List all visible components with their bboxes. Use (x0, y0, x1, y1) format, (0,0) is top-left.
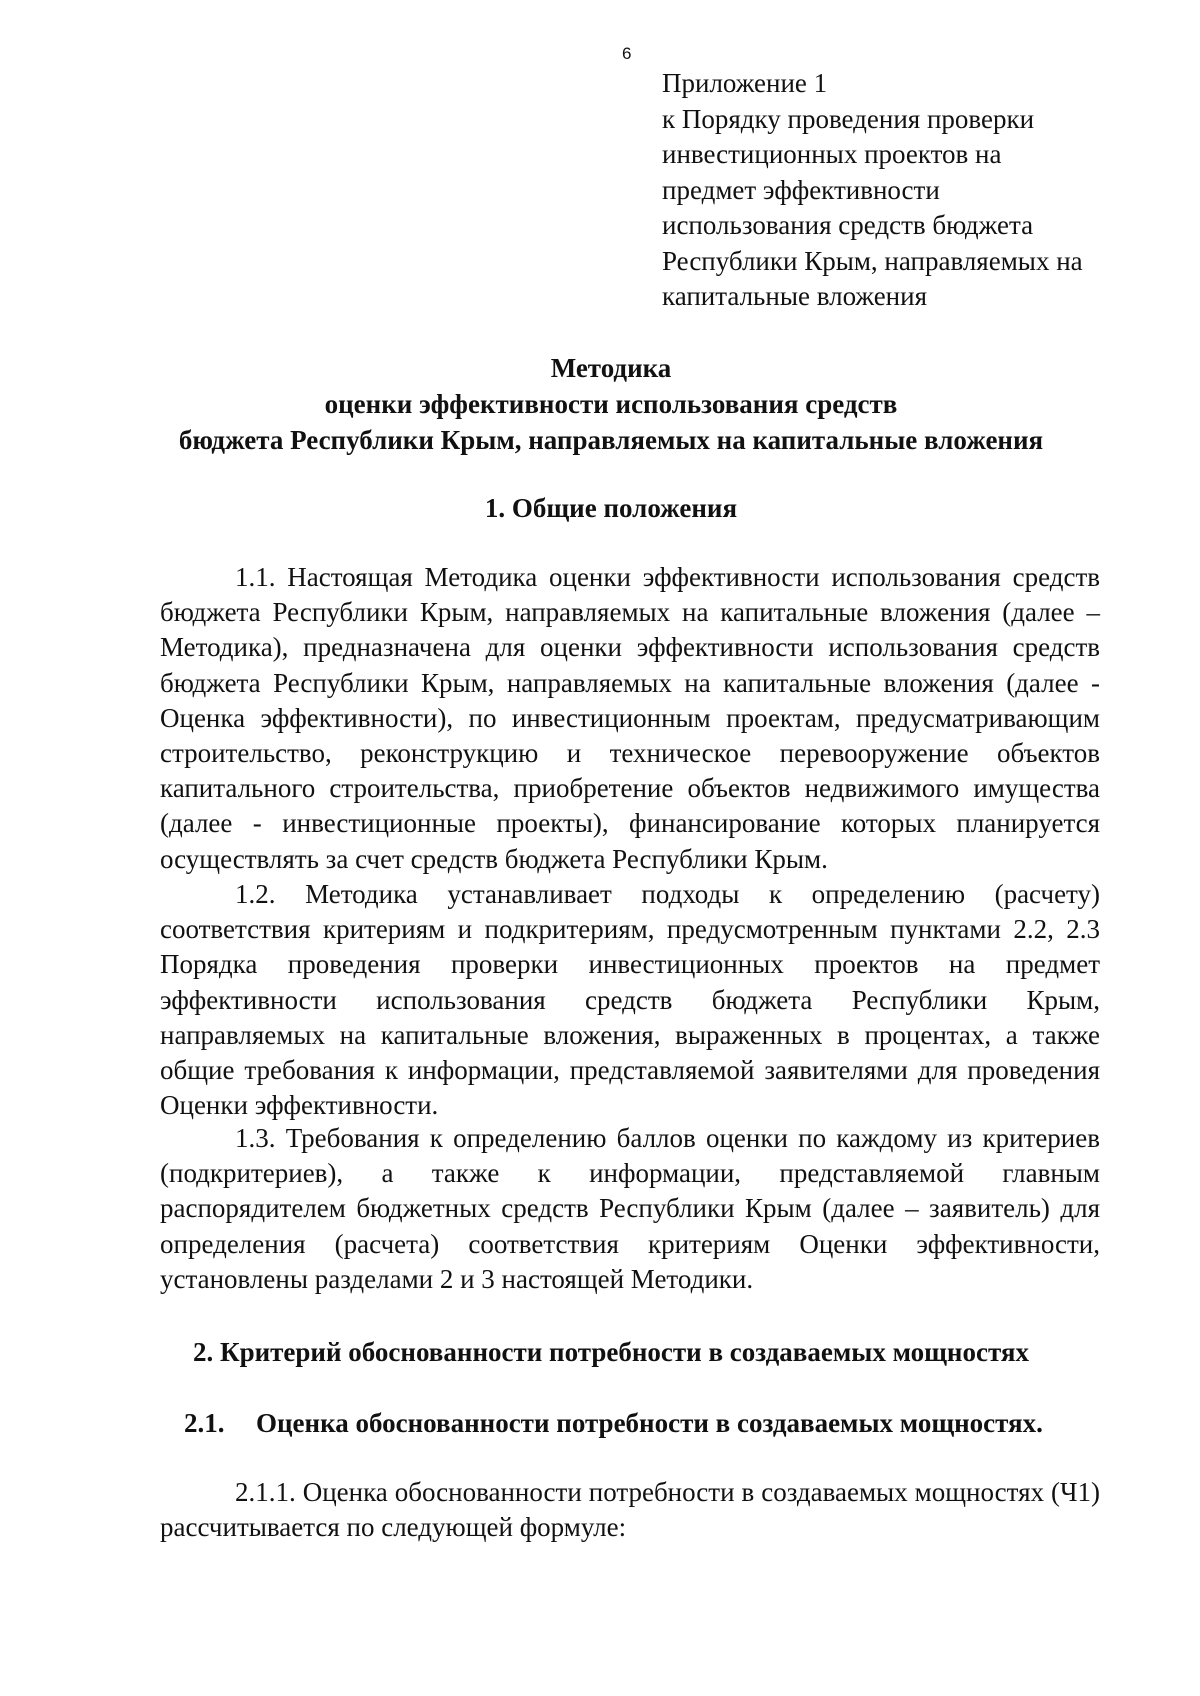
paragraph-text: 1.1. Настоящая Методика оценки эффективности использования средств бюджета Республики Крым, направляемых на капитальные вложения (далее – Методика), предназначена для оценки эффективности использования средств бюджета Республики Крым, направляемых на капитальные вложения (далее - Оценка эффективности), по инвестиционным проектам, предусматривающим строительство, реконструкцию и техническое перевооружение объектов капитального строительства, приобретение объектов недвижимого имущества (далее - инвестиционные проекты), финансирование которых планируется осуществлять за счет средств бюджета Республики Крым. (160, 562, 1100, 874)
appendix-line: Республики Крым, направляемых на (662, 245, 1083, 276)
section-2-heading: 2. Критерий обоснованности потребности в создаваемых мощностях (193, 1337, 1029, 1367)
paragraph-text: 1.2. Методика устанавливает подходы к определению (расчету) соответствия критериям и подкритериям, предусмотренным пунктами 2.2, 2.3 Порядка проведения проверки инвестиционных проектов на предмет эффективности использования средств бюджета Республики Крым, направляемых на капитальные вложения, выраженных в процентах, а также общие требования к информации, представляемой заявителями для проведения Оценки эффективности. (160, 879, 1100, 1121)
title-line: бюджета Республики Крым, направляемых на капитальные вложения (178, 425, 1044, 455)
paragraph-1-3 (160, 1121, 1100, 1297)
document-title (150, 350, 1072, 458)
page-number: 6 (622, 44, 632, 63)
appendix-line: предмет эффективности (662, 174, 940, 205)
paragraph-1-2 (160, 877, 1100, 1123)
appendix-line: Приложение 1 (662, 68, 828, 98)
section-1-heading: 1. Общие положения (484, 493, 738, 523)
paragraph-text: 1.3. Требования к определению баллов оценки по каждому из критериев (подкритериев), а также к информации, представляемой главным распорядителем бюджетных средств Республики Крым (далее – заявитель) для определения (расчета) соответствия критериям Оценки эффективности, установлены разделами 2 и 3 настоящей Методики. (160, 1123, 1100, 1294)
appendix-line: использования средств бюджета (662, 210, 1034, 240)
title-line: Методика (550, 353, 672, 383)
appendix-line: инвестиционных проектов на (662, 139, 1002, 169)
subsection-2-1-heading (184, 1405, 1104, 1441)
subsection-number: 2.1. (184, 1408, 225, 1438)
appendix-line: к Порядку проведения проверки (662, 103, 1035, 134)
subsection-title: Оценка обоснованности потребности в создаваемых мощностях. (256, 1408, 1043, 1438)
appendix-note (662, 66, 1122, 315)
paragraph-text: 2.1.1. Оценка обоснованности потребности в создаваемых мощностях (Ч1) рассчитывается по следующей формуле: (160, 1477, 1100, 1543)
title-line: оценки эффективности использования средств (324, 389, 898, 419)
paragraph-2-1-1 (160, 1475, 1100, 1545)
paragraph-1-1 (160, 560, 1100, 877)
appendix-line: капитальные вложения (662, 281, 927, 311)
